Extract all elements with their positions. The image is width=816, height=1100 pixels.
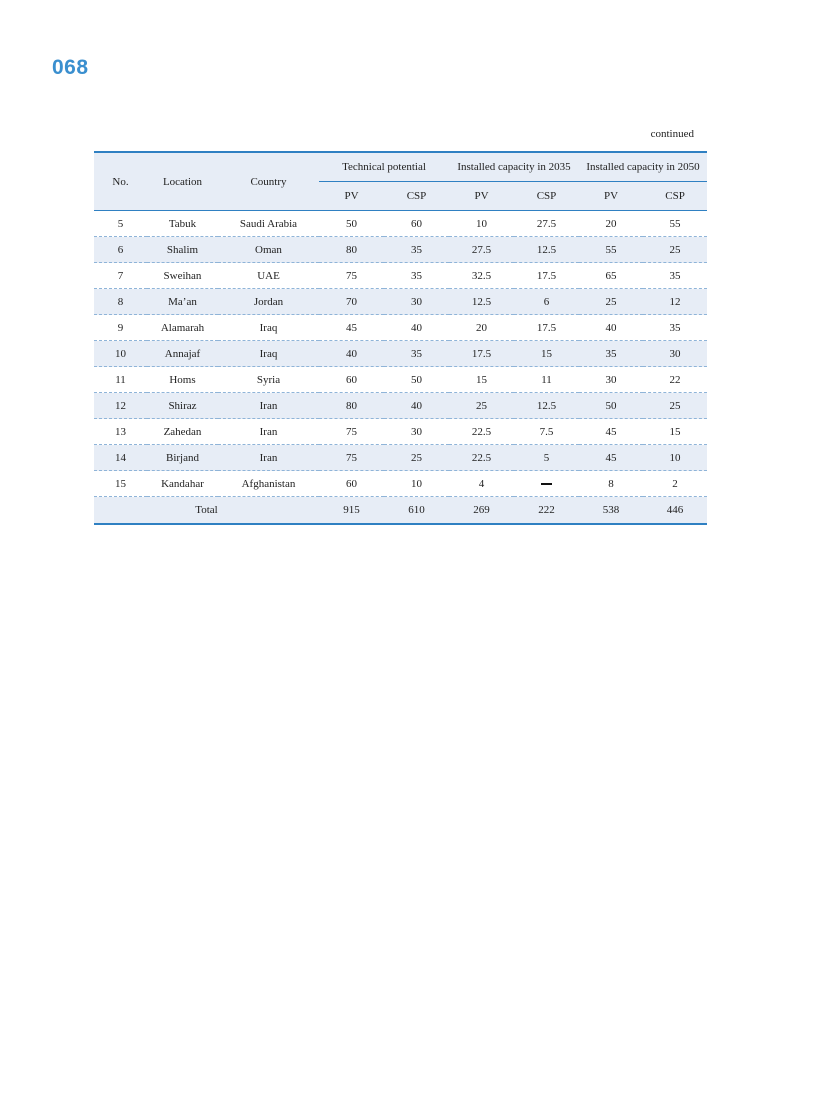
cell-value: 15 xyxy=(514,341,579,367)
cell-value: 10 xyxy=(643,445,707,471)
cell-value: 60 xyxy=(384,211,449,237)
cell-location: Homs xyxy=(147,367,218,393)
cell-value: 8 xyxy=(579,471,643,497)
table-row xyxy=(94,263,707,289)
table-row xyxy=(94,367,707,393)
cell-value: 55 xyxy=(579,237,643,263)
cell-value: 45 xyxy=(579,445,643,471)
cell-value: 40 xyxy=(384,393,449,419)
total-value: 269 xyxy=(449,497,514,525)
cell-value: 22 xyxy=(643,367,707,393)
cell-country: UAE xyxy=(218,263,319,289)
cell-no: 9 xyxy=(94,315,147,341)
total-value: 915 xyxy=(319,497,384,525)
total-row xyxy=(94,497,707,525)
cell-value: 70 xyxy=(319,289,384,315)
total-value: 610 xyxy=(384,497,449,525)
capacity-table-container xyxy=(94,151,707,525)
cell-value: 80 xyxy=(319,393,384,419)
cell-country: Iran xyxy=(218,393,319,419)
cell-value: 35 xyxy=(384,237,449,263)
cell-no: 11 xyxy=(94,367,147,393)
subheader-2035-pv: PV xyxy=(449,182,514,211)
cell-value: 50 xyxy=(579,393,643,419)
cell-value: 20 xyxy=(579,211,643,237)
table-row xyxy=(94,419,707,445)
cell-value: 75 xyxy=(319,445,384,471)
table-row xyxy=(94,289,707,315)
subheader-2050-pv: PV xyxy=(579,182,643,211)
table-body xyxy=(94,211,707,525)
cell-value: 2 xyxy=(643,471,707,497)
cell-value: 27.5 xyxy=(449,237,514,263)
cell-value: 27.5 xyxy=(514,211,579,237)
table-row xyxy=(94,315,707,341)
table-row xyxy=(94,471,707,497)
cell-value: 32.5 xyxy=(449,263,514,289)
cell-value: 35 xyxy=(643,263,707,289)
cell-no: 14 xyxy=(94,445,147,471)
cell-value: 30 xyxy=(643,341,707,367)
table-header xyxy=(94,152,707,211)
cell-no: 13 xyxy=(94,419,147,445)
cell-location: Kandahar xyxy=(147,471,218,497)
cell-value: 35 xyxy=(579,341,643,367)
cell-value: 10 xyxy=(384,471,449,497)
cell-country: Iraq xyxy=(218,341,319,367)
cell-value: 12.5 xyxy=(514,393,579,419)
cell-value: 22.5 xyxy=(449,419,514,445)
page-number: 068 xyxy=(52,56,89,79)
subheader-tech-pv: PV xyxy=(319,182,384,211)
cell-country: Iran xyxy=(218,419,319,445)
header-technical-potential: Technical potential xyxy=(319,152,449,182)
cell-value: 30 xyxy=(384,289,449,315)
cell-country: Syria xyxy=(218,367,319,393)
cell-value: 40 xyxy=(319,341,384,367)
cell-value: 55 xyxy=(643,211,707,237)
total-value: 222 xyxy=(514,497,579,525)
cell-value: 12.5 xyxy=(514,237,579,263)
dash-mark xyxy=(541,483,552,485)
cell-value: 45 xyxy=(319,315,384,341)
cell-value: 40 xyxy=(579,315,643,341)
table-row xyxy=(94,237,707,263)
cell-no: 12 xyxy=(94,393,147,419)
cell-no: 7 xyxy=(94,263,147,289)
cell-value: 15 xyxy=(449,367,514,393)
header-country: Country xyxy=(218,152,319,211)
cell-country: Jordan xyxy=(218,289,319,315)
cell-value: 4 xyxy=(449,471,514,497)
table-row xyxy=(94,393,707,419)
cell-country: Iran xyxy=(218,445,319,471)
header-location: Location xyxy=(147,152,218,211)
cell-value: 30 xyxy=(579,367,643,393)
cell-no: 5 xyxy=(94,211,147,237)
cell-no: 10 xyxy=(94,341,147,367)
table-row xyxy=(94,445,707,471)
cell-value: 35 xyxy=(643,315,707,341)
cell-value: 80 xyxy=(319,237,384,263)
cell-value: 17.5 xyxy=(514,263,579,289)
cell-value: 20 xyxy=(449,315,514,341)
cell-value: 75 xyxy=(319,419,384,445)
continued-label: continued xyxy=(650,128,694,140)
cell-value: 45 xyxy=(579,419,643,445)
cell-value: 60 xyxy=(319,367,384,393)
cell-value: 30 xyxy=(384,419,449,445)
subheader-2035-csp: CSP xyxy=(514,182,579,211)
cell-country: Iraq xyxy=(218,315,319,341)
cell-value: 60 xyxy=(319,471,384,497)
header-no: No. xyxy=(94,152,147,211)
cell-location: Birjand xyxy=(147,445,218,471)
cell-value: 7.5 xyxy=(514,419,579,445)
cell-value: 6 xyxy=(514,289,579,315)
cell-country: Oman xyxy=(218,237,319,263)
cell-location: Annajaf xyxy=(147,341,218,367)
cell-no: 15 xyxy=(94,471,147,497)
cell-value: 25 xyxy=(643,393,707,419)
cell-location: Zahedan xyxy=(147,419,218,445)
cell-no: 8 xyxy=(94,289,147,315)
cell-value: 75 xyxy=(319,263,384,289)
cell-value: 40 xyxy=(384,315,449,341)
cell-location: Shiraz xyxy=(147,393,218,419)
cell-country: Afghanistan xyxy=(218,471,319,497)
cell-value: 25 xyxy=(643,237,707,263)
cell-location: Tabuk xyxy=(147,211,218,237)
cell-value: 35 xyxy=(384,263,449,289)
subheader-2050-csp: CSP xyxy=(643,182,707,211)
cell-value: 17.5 xyxy=(449,341,514,367)
cell-value: 22.5 xyxy=(449,445,514,471)
cell-value: 25 xyxy=(384,445,449,471)
cell-value: 10 xyxy=(449,211,514,237)
cell-value: 25 xyxy=(579,289,643,315)
header-capacity-2050: Installed capacity in 2050 xyxy=(579,152,707,182)
cell-value: 12 xyxy=(643,289,707,315)
cell-no: 6 xyxy=(94,237,147,263)
total-value: 538 xyxy=(579,497,643,525)
cell-location: Ma’an xyxy=(147,289,218,315)
cell-value: 15 xyxy=(643,419,707,445)
cell-value: 65 xyxy=(579,263,643,289)
cell-value: 5 xyxy=(514,445,579,471)
cell-location: Alamarah xyxy=(147,315,218,341)
table-row xyxy=(94,341,707,367)
header-capacity-2035: Installed capacity in 2035 xyxy=(449,152,579,182)
cell-value: 12.5 xyxy=(449,289,514,315)
cell-location: Shalim xyxy=(147,237,218,263)
subheader-tech-csp: CSP xyxy=(384,182,449,211)
cell-value: 25 xyxy=(449,393,514,419)
cell-country: Saudi Arabia xyxy=(218,211,319,237)
cell-location: Sweihan xyxy=(147,263,218,289)
cell-value: 35 xyxy=(384,341,449,367)
total-value: 446 xyxy=(643,497,707,525)
table-row xyxy=(94,211,707,237)
cell-value: 17.5 xyxy=(514,315,579,341)
cell-value xyxy=(514,471,579,497)
cell-value: 11 xyxy=(514,367,579,393)
capacity-table xyxy=(94,151,707,525)
cell-value: 50 xyxy=(319,211,384,237)
cell-value: 50 xyxy=(384,367,449,393)
total-label: Total xyxy=(94,497,319,525)
